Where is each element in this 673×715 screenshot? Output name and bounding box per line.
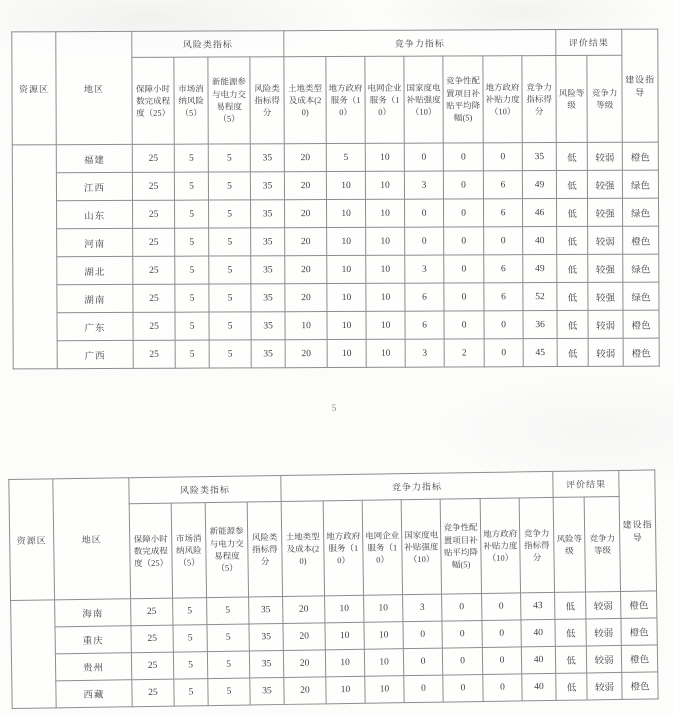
value-cell: 5 bbox=[208, 144, 250, 172]
competitiveness-group-header: 竞争力指标 bbox=[281, 471, 553, 501]
value-cell: 5 bbox=[173, 652, 207, 680]
value-cell: 49 bbox=[523, 255, 557, 283]
value-cell: 5 bbox=[209, 284, 251, 312]
table-row bbox=[13, 254, 659, 285]
value-cell: 5 bbox=[174, 144, 208, 172]
value-cell: 10 bbox=[327, 227, 366, 255]
value-cell: 较弱 bbox=[587, 672, 622, 700]
value-cell: 25 bbox=[131, 598, 173, 626]
page-number: 5 bbox=[331, 403, 337, 413]
value-cell: 43 bbox=[521, 592, 555, 620]
value-cell: 35 bbox=[251, 256, 285, 284]
value-cell: 低 bbox=[557, 338, 588, 366]
column-header-guarantee-hours: 保障小时数完成程度（25） bbox=[132, 57, 174, 144]
value-cell: 5 bbox=[207, 651, 249, 679]
value-cell: 10 bbox=[366, 227, 405, 255]
column-header-competitive-allocation: 竞争性配置项目补贴平均降幅(5) bbox=[440, 499, 481, 595]
value-cell: 较弱 bbox=[588, 226, 623, 254]
value-cell: 0 bbox=[484, 339, 523, 367]
value-cell: 20 bbox=[283, 650, 325, 678]
value-cell: 橙色 bbox=[621, 645, 657, 673]
value-cell: 橙色 bbox=[623, 310, 659, 338]
column-header-national-subsidy: 国家度电补贴强度（10） bbox=[404, 56, 443, 143]
column-header-competitiveness-level: 竞争力等级 bbox=[584, 496, 620, 592]
column-header-local-gov-service: 地方政府服务（10） bbox=[323, 500, 363, 596]
value-cell: 35 bbox=[251, 312, 285, 340]
value-cell: 25 bbox=[131, 652, 173, 680]
value-cell: 10 bbox=[365, 143, 404, 171]
table-row bbox=[13, 198, 659, 229]
value-cell: 10 bbox=[326, 171, 365, 199]
value-cell: 较弱 bbox=[587, 142, 622, 170]
value-cell: 0 bbox=[484, 227, 523, 255]
value-cell: 低 bbox=[556, 673, 587, 700]
column-header-grid-service: 电网企业服务（10） bbox=[362, 500, 402, 596]
column-header-guarantee-hours: 保障小时数完成程度（25） bbox=[129, 503, 172, 599]
value-cell: 10 bbox=[364, 595, 403, 623]
value-cell: 0 bbox=[405, 227, 444, 255]
region-cell: 贵州 bbox=[55, 653, 131, 681]
value-cell: 橙色 bbox=[622, 142, 658, 170]
resource-zone-cell bbox=[11, 600, 57, 709]
table-row bbox=[13, 282, 659, 313]
value-cell: 10 bbox=[325, 622, 364, 650]
value-cell: 低 bbox=[555, 592, 586, 619]
value-cell: 绿色 bbox=[622, 170, 658, 198]
value-cell: 较弱 bbox=[586, 591, 621, 619]
value-cell: 低 bbox=[556, 170, 587, 198]
region-cell: 湖南 bbox=[57, 284, 133, 312]
value-cell: 10 bbox=[327, 283, 366, 311]
column-header-competitiveness-level: 竞争力等级 bbox=[587, 55, 622, 142]
value-cell: 5 bbox=[209, 312, 251, 340]
value-cell: 20 bbox=[285, 200, 327, 228]
resource-zone-header: 资源区 bbox=[9, 479, 55, 601]
value-cell: 40 bbox=[523, 227, 557, 255]
value-cell: 5 bbox=[209, 340, 251, 368]
region-header: 地区 bbox=[53, 478, 131, 600]
value-cell: 0 bbox=[403, 648, 442, 676]
column-header-grid-service: 电网企业服务（10） bbox=[365, 56, 404, 143]
value-cell: 5 bbox=[207, 597, 249, 625]
value-cell: 0 bbox=[442, 647, 482, 675]
value-cell: 25 bbox=[131, 625, 173, 653]
value-cell: 35 bbox=[249, 650, 283, 678]
column-header-risk-score: 风险类指标得分 bbox=[250, 57, 284, 144]
region-cell: 福建 bbox=[56, 144, 132, 172]
value-cell: 35 bbox=[249, 596, 283, 624]
value-cell: 6 bbox=[484, 283, 523, 311]
value-cell: 橙色 bbox=[621, 591, 657, 619]
value-cell: 3 bbox=[404, 171, 443, 199]
value-cell: 10 bbox=[366, 199, 405, 227]
column-header-new-energy-trading: 新能源参与电力交易程度（5） bbox=[205, 502, 248, 598]
value-cell: 35 bbox=[251, 228, 285, 256]
column-header-competitive-allocation: 竞争性配置项目补贴平均降幅(5) bbox=[443, 56, 483, 143]
value-cell: 较强 bbox=[588, 282, 623, 310]
value-cell: 绿色 bbox=[623, 198, 659, 226]
value-cell: 10 bbox=[285, 312, 327, 340]
value-cell: 20 bbox=[284, 172, 326, 200]
column-header-land-cost: 土地类型及成本(20) bbox=[281, 501, 324, 597]
value-cell: 低 bbox=[555, 646, 586, 673]
value-cell: 较强 bbox=[588, 254, 623, 282]
value-cell: 35 bbox=[250, 172, 284, 200]
value-cell: 20 bbox=[284, 677, 326, 705]
value-cell: 36 bbox=[523, 311, 557, 339]
value-cell: 20 bbox=[285, 340, 327, 368]
value-cell: 25 bbox=[133, 228, 175, 256]
value-cell: 5 bbox=[208, 172, 250, 200]
column-header-competitiveness-score: 竞争力指标得分 bbox=[519, 497, 554, 592]
value-cell: 6 bbox=[484, 199, 523, 227]
value-cell: 绿色 bbox=[623, 254, 659, 282]
value-cell: 橙色 bbox=[621, 618, 657, 646]
value-cell: 5 bbox=[174, 679, 208, 707]
table-row bbox=[13, 338, 659, 369]
value-cell: 6 bbox=[483, 171, 522, 199]
region-header: 地区 bbox=[56, 31, 132, 144]
column-header-market-risk: 市场消纳风险（5） bbox=[174, 57, 208, 144]
value-cell: 46 bbox=[523, 199, 557, 227]
column-header-new-energy-trading: 新能源参与电力交易程度（5） bbox=[208, 57, 250, 144]
value-cell: 35 bbox=[250, 677, 284, 705]
value-cell: 10 bbox=[366, 255, 405, 283]
column-header-local-subsidy: 地方政府补贴力度（10） bbox=[483, 56, 522, 143]
value-cell: 6 bbox=[484, 255, 523, 283]
value-cell: 10 bbox=[365, 676, 404, 704]
value-cell: 40 bbox=[521, 646, 555, 674]
value-cell: 5 bbox=[173, 625, 207, 653]
value-cell: 0 bbox=[404, 675, 443, 703]
column-header-local-subsidy: 地方政府补贴力度（10） bbox=[480, 498, 520, 594]
table-row bbox=[13, 310, 659, 341]
value-cell: 0 bbox=[483, 674, 522, 702]
value-cell: 0 bbox=[403, 621, 442, 649]
column-header-land-cost: 土地类型及成本(20) bbox=[284, 57, 326, 144]
value-cell: 0 bbox=[442, 594, 482, 622]
value-cell: 5 bbox=[175, 312, 209, 340]
value-cell: 较强 bbox=[588, 198, 623, 226]
value-cell: 20 bbox=[283, 596, 325, 624]
evaluation-table-1 bbox=[11, 29, 660, 370]
value-cell: 20 bbox=[285, 284, 327, 312]
region-cell: 广东 bbox=[57, 312, 133, 340]
value-cell: 35 bbox=[251, 340, 285, 368]
evaluation-group-header: 评价结果 bbox=[553, 470, 619, 497]
value-cell: 25 bbox=[132, 679, 174, 707]
value-cell: 0 bbox=[444, 283, 484, 311]
risk-group-header: 风险类指标 bbox=[129, 475, 281, 503]
value-cell: 5 bbox=[209, 256, 251, 284]
value-cell: 0 bbox=[443, 171, 483, 199]
competitiveness-group-header: 竞争力指标 bbox=[284, 30, 556, 57]
value-cell: 5 bbox=[174, 172, 208, 200]
value-cell: 25 bbox=[133, 200, 175, 228]
value-cell: 25 bbox=[132, 172, 174, 200]
value-cell: 5 bbox=[209, 200, 251, 228]
risk-group-header: 风险类指标 bbox=[132, 31, 284, 58]
evaluation-group-header: 评价结果 bbox=[556, 29, 622, 55]
value-cell: 0 bbox=[482, 593, 521, 621]
evaluation-table-1-grid bbox=[11, 29, 660, 370]
value-cell: 较弱 bbox=[586, 645, 621, 673]
resource-zone-cell bbox=[12, 145, 57, 369]
value-cell: 低 bbox=[557, 254, 588, 282]
value-cell: 10 bbox=[366, 311, 405, 339]
value-cell: 较弱 bbox=[586, 618, 621, 646]
value-cell: 0 bbox=[404, 143, 443, 171]
evaluation-table-2 bbox=[8, 469, 658, 709]
value-cell: 25 bbox=[133, 284, 175, 312]
table-2-header bbox=[9, 470, 657, 601]
value-cell: 25 bbox=[133, 312, 175, 340]
value-cell: 0 bbox=[483, 143, 522, 171]
column-header-competitiveness-score: 竞争力指标得分 bbox=[522, 56, 556, 143]
region-cell: 西藏 bbox=[56, 680, 132, 708]
value-cell: 5 bbox=[207, 624, 249, 652]
value-cell: 低 bbox=[556, 142, 587, 170]
value-cell: 5 bbox=[175, 340, 209, 368]
value-cell: 10 bbox=[326, 676, 365, 704]
value-cell: 低 bbox=[557, 198, 588, 226]
value-cell: 低 bbox=[557, 310, 588, 338]
group-header-row bbox=[12, 29, 658, 58]
value-cell: 0 bbox=[444, 255, 484, 283]
region-cell: 山东 bbox=[57, 200, 133, 228]
table-2-body bbox=[11, 591, 659, 709]
value-cell: 3 bbox=[403, 594, 442, 622]
value-cell: 0 bbox=[442, 621, 482, 649]
value-cell: 6 bbox=[405, 311, 444, 339]
value-cell: 5 bbox=[175, 284, 209, 312]
value-cell: 10 bbox=[327, 339, 366, 367]
value-cell: 0 bbox=[444, 311, 484, 339]
value-cell: 35 bbox=[251, 284, 285, 312]
value-cell: 40 bbox=[522, 673, 556, 701]
table-row bbox=[13, 226, 659, 257]
value-cell: 0 bbox=[484, 311, 523, 339]
value-cell: 5 bbox=[326, 143, 365, 171]
value-cell: 6 bbox=[405, 283, 444, 311]
value-cell: 10 bbox=[325, 595, 364, 623]
value-cell: 20 bbox=[285, 228, 327, 256]
guidance-header: 建设指导 bbox=[619, 470, 657, 592]
value-cell: 0 bbox=[444, 199, 484, 227]
value-cell: 10 bbox=[366, 283, 405, 311]
column-header-national-subsidy: 国家度电补贴强度（10） bbox=[401, 499, 441, 595]
column-header-risk-level: 风险等级 bbox=[556, 55, 587, 142]
column-header-market-risk: 市场消纳风险（5） bbox=[171, 503, 206, 598]
value-cell: 绿色 bbox=[623, 282, 659, 310]
value-cell: 较强 bbox=[587, 170, 622, 198]
region-cell: 重庆 bbox=[55, 626, 131, 654]
value-cell: 10 bbox=[325, 649, 364, 677]
value-cell: 较弱 bbox=[588, 310, 623, 338]
value-cell: 25 bbox=[133, 340, 175, 368]
region-cell: 湖北 bbox=[57, 256, 133, 284]
resource-zone-header: 资源区 bbox=[12, 32, 56, 145]
value-cell: 5 bbox=[175, 256, 209, 284]
column-header-risk-score: 风险类指标得分 bbox=[247, 501, 282, 596]
value-cell: 35 bbox=[250, 144, 284, 172]
evaluation-table-2-grid bbox=[8, 469, 658, 709]
value-cell: 0 bbox=[444, 227, 484, 255]
region-cell: 广西 bbox=[57, 340, 133, 368]
value-cell: 35 bbox=[249, 623, 283, 651]
value-cell: 5 bbox=[209, 228, 251, 256]
table-row bbox=[12, 142, 658, 173]
value-cell: 10 bbox=[366, 339, 405, 367]
value-cell: 5 bbox=[175, 228, 209, 256]
value-cell: 2 bbox=[444, 339, 484, 367]
value-cell: 5 bbox=[175, 200, 209, 228]
value-cell: 低 bbox=[555, 619, 586, 646]
table-1-body bbox=[12, 142, 659, 369]
value-cell: 0 bbox=[405, 199, 444, 227]
value-cell: 橙色 bbox=[622, 672, 658, 700]
value-cell: 25 bbox=[133, 256, 175, 284]
value-cell: 3 bbox=[405, 255, 444, 283]
value-cell: 3 bbox=[405, 339, 444, 367]
value-cell: 10 bbox=[327, 255, 366, 283]
value-cell: 较弱 bbox=[588, 338, 623, 366]
table-row bbox=[12, 170, 658, 201]
value-cell: 5 bbox=[208, 678, 250, 706]
value-cell: 35 bbox=[522, 143, 556, 171]
value-cell: 25 bbox=[132, 144, 174, 172]
value-cell: 10 bbox=[364, 622, 403, 650]
value-cell: 20 bbox=[284, 144, 326, 172]
value-cell: 35 bbox=[251, 200, 285, 228]
value-cell: 10 bbox=[327, 311, 366, 339]
table-1-header bbox=[12, 29, 659, 145]
value-cell: 20 bbox=[283, 623, 325, 651]
value-cell: 40 bbox=[521, 619, 555, 647]
value-cell: 橙色 bbox=[623, 338, 659, 366]
region-cell: 江西 bbox=[56, 172, 132, 200]
value-cell: 20 bbox=[285, 256, 327, 284]
value-cell: 0 bbox=[443, 674, 483, 702]
column-header-risk-level: 风险等级 bbox=[553, 497, 585, 592]
value-cell: 10 bbox=[364, 649, 403, 677]
region-cell: 海南 bbox=[55, 599, 131, 627]
value-cell: 低 bbox=[557, 226, 588, 254]
value-cell: 10 bbox=[327, 199, 366, 227]
value-cell: 52 bbox=[523, 283, 557, 311]
column-header-local-gov-service: 地方政府服务（10） bbox=[326, 56, 365, 143]
value-cell: 0 bbox=[443, 143, 483, 171]
value-cell: 45 bbox=[523, 339, 557, 367]
value-cell: 49 bbox=[522, 171, 556, 199]
guidance-header: 建设指导 bbox=[622, 29, 658, 142]
value-cell: 10 bbox=[365, 171, 404, 199]
value-cell: 低 bbox=[557, 282, 588, 310]
value-cell: 5 bbox=[173, 598, 207, 626]
region-cell: 河南 bbox=[57, 228, 133, 256]
value-cell: 橙色 bbox=[623, 226, 659, 254]
value-cell: 0 bbox=[482, 647, 521, 675]
value-cell: 0 bbox=[482, 620, 521, 648]
